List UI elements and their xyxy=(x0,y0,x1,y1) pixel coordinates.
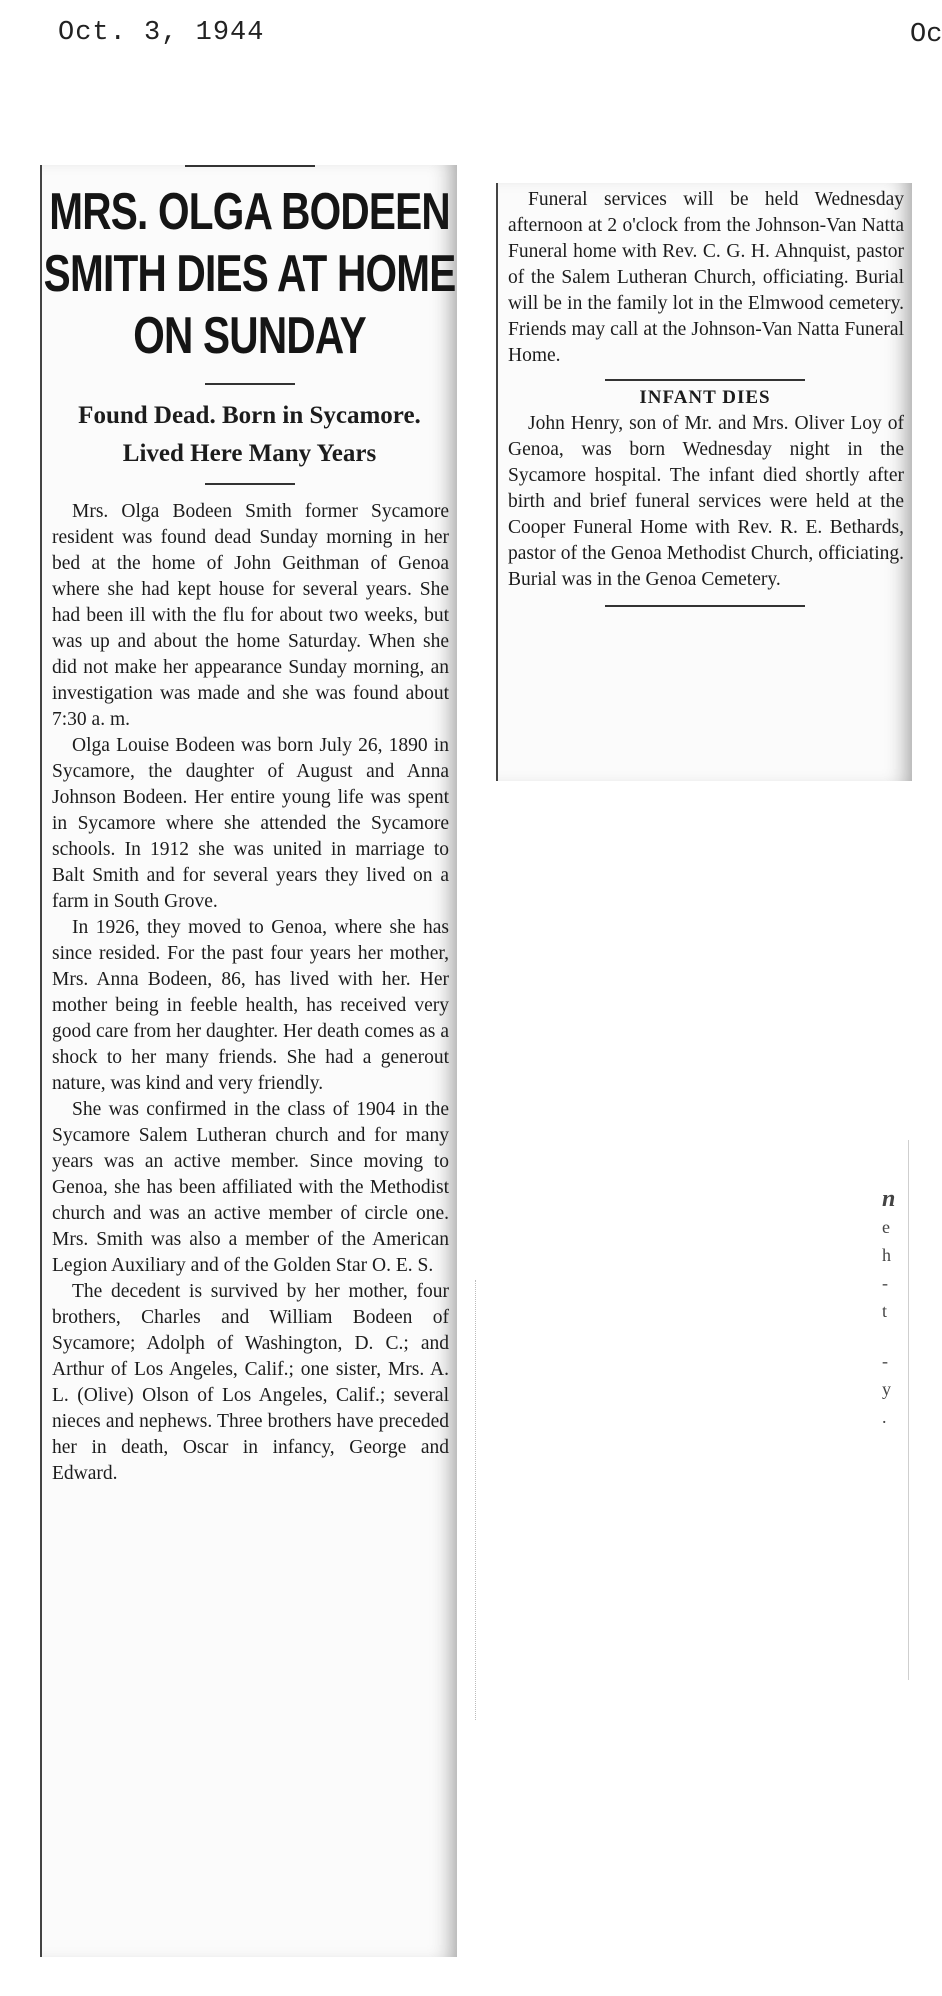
paragraph: Funeral services will be held Wednesday afternoon at 2 o'clock from the Johnson-Van Natta Funeral home with Rev. C. G. H. Ahnquist, pastor of the Salem Lutheran Church, officiating. Burial will be in the family lot in the Elmwood cemetery. Friends may call at the Johnson-Van Natta Funeral Home. xyxy=(508,189,904,366)
obituary-subhead: Found Dead. Born in Sycamore. Lived Here Many Years xyxy=(78,402,421,467)
obituary-column xyxy=(40,165,457,1957)
adjacent-page-date: Oc xyxy=(910,20,942,50)
section-rule xyxy=(605,379,805,381)
paragraph: Mrs. Olga Bodeen Smith former Sycamore resident was found dead Sunday morning in her bed at the home of John Geithman of Genoa where she had kept house for several years. She had been ill with the flu for about two weeks, but was up and about the home Saturday. When she did not make her appearance Sunday morning, an investigation was made and she was found about 7:30 a. m. xyxy=(52,501,449,730)
infant-notice xyxy=(498,411,912,593)
obituary-body xyxy=(42,499,457,1487)
scan-artifact-line xyxy=(475,1280,476,1720)
paragraph: The decedent is survived by her mother, four brothers, Charles and William Bodeen of Sycamore; Adolph of Washington, D. C.; and Arthur of Los Angeles, Calif.; one sister, Mrs. A. L. (Olive) Olson of Los Angeles, Calif.; several nieces and nephews. Three brothers have preceded her in death, Oscar in infancy, George and Edward. xyxy=(52,1281,449,1484)
top-rule xyxy=(185,165,315,167)
fragment: - xyxy=(882,1351,888,1371)
paragraph: Olga Louise Bodeen was born July 26, 1890 in Sycamore, the daughter of August and Anna Johnson Bodeen. Her entire young life was spent in Sycamore where she attended the Sycamore schools. In 1912 she was united in marriage to Balt Smith and for several years they lived on a farm in South Grove. xyxy=(52,735,449,912)
subhead-rule xyxy=(205,483,295,485)
cut-off-text-fragments xyxy=(882,1185,895,1431)
fragment: - xyxy=(882,1273,888,1293)
fragment: h xyxy=(882,1245,891,1265)
paragraph: She was confirmed in the class of 1904 in the Sycamore Salem Lutheran church and for many years was an active member. Since moving to Genoa, she has been affiliated with the Methodist church and was an active member of circle one. Mrs. Smith was also a member of the American Legion Auxiliary and of the Golden Star O. E. S. xyxy=(52,1099,449,1276)
bottom-rule xyxy=(605,605,805,607)
paragraph: John Henry, son of Mr. and Mrs. Oliver Loy of Genoa, was born Wednesday night in the Sycamore hospital. The infant died shortly after birth and brief funeral services were held at the Cooper Funeral Home with Rev. R. E. Bethards, pastor of the Genoa Methodist Church, officiating. Burial was in the Genoa Cemetery. xyxy=(508,413,904,590)
headline-rule xyxy=(205,383,295,385)
fragment: n xyxy=(882,1186,896,1212)
fragment: y xyxy=(882,1379,891,1399)
clipping-date: Oct. 3, 1944 xyxy=(58,18,265,48)
infant-heading: INFANT DIES xyxy=(639,387,771,408)
fragment: e xyxy=(882,1217,890,1237)
paragraph: In 1926, they moved to Genoa, where she has since resided. For the past four years her mother, Mrs. Anna Bodeen, 86, has lived with her. Her mother being in feeble health, has received very good care from her daughter. Her death comes as a shock to her many friends. She had a generout nature, was kind and very friendly. xyxy=(52,917,449,1094)
continuation-column xyxy=(496,183,912,781)
funeral-notice xyxy=(498,187,912,369)
obituary-headline: MRS. OLGA BODEEN SMITH DIES AT HOME ON SUNDAY xyxy=(43,183,456,365)
fragment: . xyxy=(882,1407,887,1427)
page-edge-line xyxy=(908,1140,909,1680)
fragment: t xyxy=(882,1301,888,1321)
